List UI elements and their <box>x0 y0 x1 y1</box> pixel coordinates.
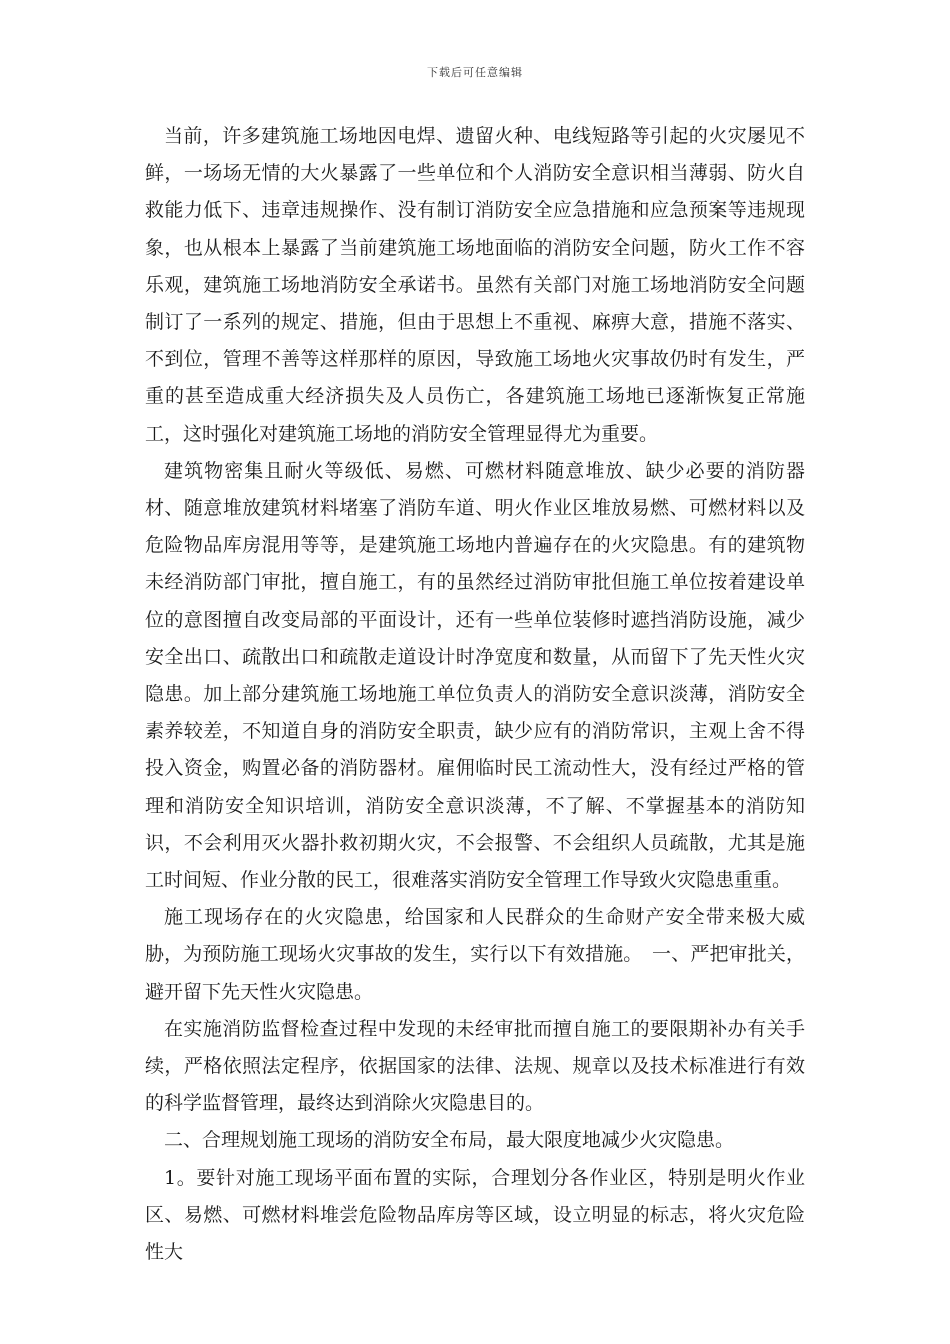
document-body <box>145 118 805 1271</box>
paragraph-3: 施工现场存在的火灾隐患，给国家和人民群众的生命财产安全带来极大威胁，为预防施工现场火灾事故的发生，实行以下有效措施。 一、严把审批关，避开留下先天性火灾隐患。 <box>145 906 805 1003</box>
paragraph-6: 1。要针对施工现场平面布置的实际，合理划分各作业区，特别是明火作业区、易燃、可燃材料堆尝危险物品库房等区域，设立明显的标志，将火灾危险性大 <box>145 1166 805 1264</box>
paragraph-5: 二、合理规划施工现场的消防安全布局，最大限度地减少火灾隐患。 <box>164 1129 735 1152</box>
paragraph-1: 当前，许多建筑施工场地因电焊、遗留火种、电线短路等引起的火灾屡见不鲜，一场场无情的大火暴露了一些单位和个人消防安全意识相当薄弱、防火自救能力低下、违章违规操作、没有制订消防安全应急措施和应急预案等违规现象，也从根本上暴露了当前建筑施工场地面临的消防安全问题，防火工作不容乐观，建筑施工场地消防安全承诺书。虽然有关部门对施工场地消防安全问题制订了一系列的规定、措施，但由于思想上不重视、麻痹大意，措施不落实、不到位，管理不善等这样那样的原因，导致施工场地火灾事故仍时有发生，严重的甚至造成重大经济损失及人员伤亡，各建筑施工场地已逐渐恢复正常施工，这时强化对建筑施工场地的消防安全管理显得尤为重要。 <box>145 125 805 445</box>
page-header: 下载后可任意编辑 <box>427 66 523 79</box>
paragraph-4: 在实施消防监督检查过程中发现的未经审批而擅自施工的要限期补办有关手续，严格依照法定程序，依据国家的法律、法规、规章以及技术标准进行有效的科学监督管理，最终达到消除火灾隐患目的。 <box>145 1017 805 1115</box>
paragraph-2: 建筑物密集且耐火等级低、易燃、可燃材料随意堆放、缺少必要的消防器材、随意堆放建筑材料堵塞了消防车道、明火作业区堆放易燃、可燃材料以及危险物品库房混用等等，是建筑施工场地内普遍存在的火灾隐患。有的建筑物未经消防部门审批，擅自施工，有的虽然经过消防审批但施工单位按着建设单位的意图擅自改变局部的平面设计，还有一些单位装修时遮挡消防设施，减少安全出口、疏散出口和疏散走道设计时净宽度和数量，从而留下了先天性火灾隐患。加上部分建筑施工场地施工单位负责人的消防安全意识淡薄，消防安全素养较差，不知道自身的消防安全职责，缺少应有的消防常识，主观上舍不得投入资金，购置必备的消防器材。雇佣临时民工流动性大，没有经过严格的管理和消防安全知识培训，消防安全意识淡薄，不了解、不掌握基本的消防知识，不会利用灭火器扑救初期火灾，不会报警、不会组织人员疏散，尤其是施工时间短、作业分散的民工，很难落实消防安全管理工作导致火灾隐患重重。 <box>145 459 805 892</box>
